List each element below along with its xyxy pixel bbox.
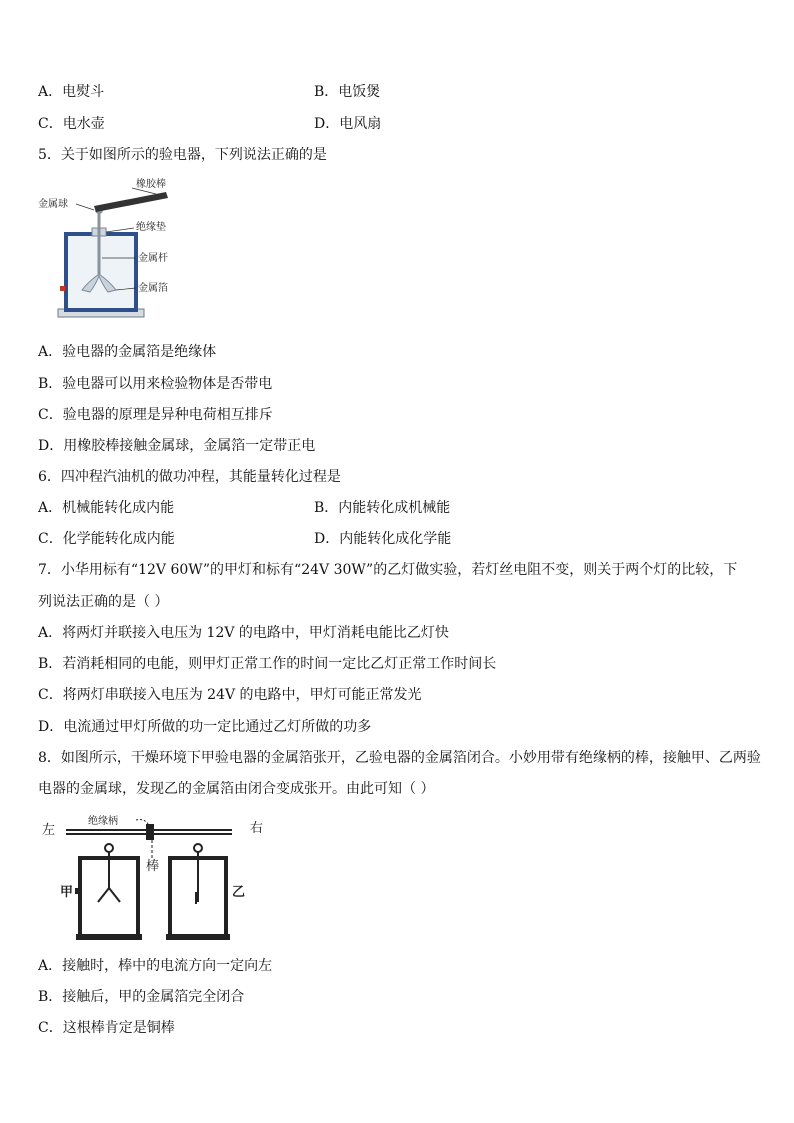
label-rubber-rod: 橡胶棒 (136, 179, 166, 190)
q7-option-b: B．若消耗相同的电能，则甲灯正常工作的时间一定比乙灯正常工作时间长 (38, 656, 497, 672)
option-c: C．电水壶 (38, 116, 105, 132)
two-electroscopes-figure (40, 812, 280, 948)
label-left: 左 (42, 823, 56, 838)
q8-option-a: A．接触时，棒中的电流方向一定向左 (38, 958, 273, 974)
question-5-stem: 5．关于如图所示的验电器，下列说法正确的是 (38, 147, 327, 163)
question-8-stem-line2: 电器的金属球，发现乙的金属箔由闭合变成张开。由此可知（ ） (38, 781, 435, 797)
q7-option-a: A．将两灯并联接入电压为 12V 的电路中，甲灯消耗电能比乙灯快 (38, 625, 449, 641)
question-6-stem: 6．四冲程汽油机的做功冲程，其能量转化过程是 (38, 469, 341, 485)
label-metal-rod: 金属杆 (138, 253, 168, 264)
q6-option-c: C．化学能转化成内能 (38, 531, 175, 547)
q6-option-a: A．机械能转化成内能 (38, 500, 175, 516)
electroscope-figure (36, 174, 196, 324)
q7-option-c: C．将两灯串联接入电压为 24V 的电路中，甲灯可能正常发光 (38, 687, 422, 703)
q6-option-b: B．内能转化成机械能 (314, 500, 451, 516)
q5-option-b: B．验电器可以用来检验物体是否带电 (38, 376, 273, 392)
option-d: D．电风扇 (314, 116, 382, 132)
label-rod: 棒 (146, 859, 160, 874)
label-insulating-handle: 绝缘柄 (88, 816, 118, 827)
q5-option-c: C．验电器的原理是异种电荷相互排斥 (38, 407, 273, 423)
label-insulating-pad: 绝缘垫 (136, 222, 166, 233)
question-7-stem-line1: 7．小华用标有“12V 60W”的甲灯和标有“24V 30W”的乙灯做实验，若灯丝电阻不变，则关于两个灯的比较，下 (38, 562, 738, 578)
question-8-stem-line1: 8．如图所示，干燥环境下甲验电器的金属箔张开，乙验电器的金属箔闭合。小妙用带有绝缘柄的棒，接触甲、乙两验 (38, 750, 761, 766)
label-yi: 乙 (232, 885, 246, 900)
q5-option-a: A．验电器的金属箔是绝缘体 (38, 344, 217, 360)
option-a: A．电熨斗 (38, 84, 105, 100)
question-7-stem-line2: 列说法正确的是（ ） (38, 594, 169, 610)
label-jia: 甲 (60, 885, 74, 900)
option-b: B．电饭煲 (314, 84, 381, 100)
q8-option-b: B．接触后，甲的金属箔完全闭合 (38, 989, 245, 1005)
label-right: 右 (250, 821, 264, 836)
label-metal-ball: 金属球 (38, 199, 68, 210)
q7-option-d: D．电流通过甲灯所做的功一定比通过乙灯所做的功多 (38, 719, 372, 735)
q8-option-c: C．这根棒肯定是铜棒 (38, 1020, 175, 1036)
q6-option-d: D．内能转化成化学能 (314, 531, 452, 547)
q5-option-d: D．用橡胶棒接触金属球，金属箔一定带正电 (38, 438, 316, 454)
label-metal-foil: 金属箔 (138, 283, 168, 294)
